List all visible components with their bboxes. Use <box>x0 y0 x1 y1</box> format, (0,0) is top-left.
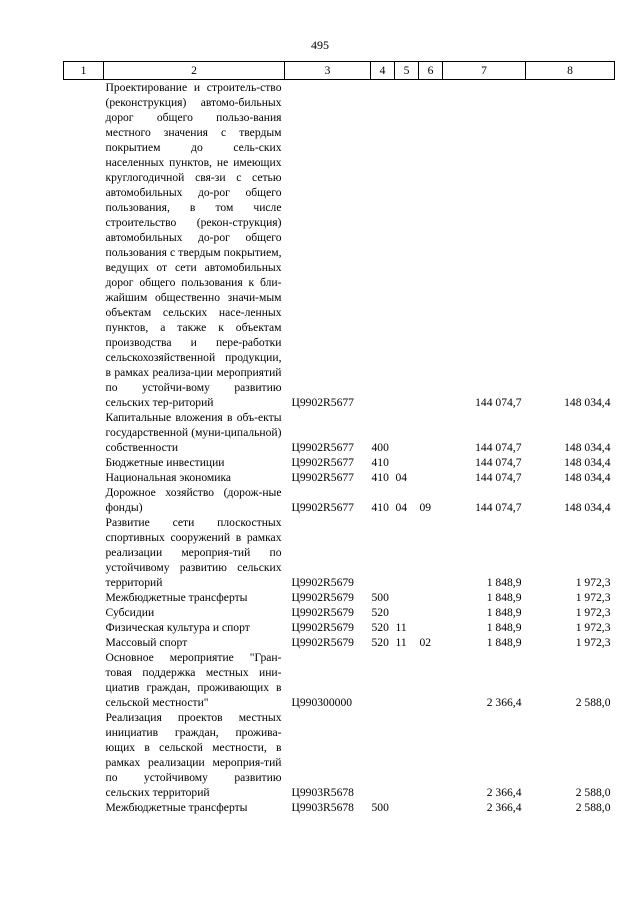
type-cell: 500 <box>371 801 389 814</box>
num-cell <box>64 80 104 411</box>
code-cell: Ц9902R5677 <box>291 471 354 484</box>
code-cell: Ц9902R5679 <box>291 636 354 649</box>
value-cell-7: 144 074,7 <box>475 471 522 484</box>
section-cell: 04 <box>395 501 408 514</box>
section-cell: 11 <box>395 636 407 649</box>
code-cell: Ц9902R5677 <box>291 501 354 514</box>
name-cell: Массовый спорт <box>105 636 188 649</box>
subsection-cell <box>419 590 443 605</box>
name-cell: Физическая культура и спорт <box>105 621 250 634</box>
type-cell: 410 <box>371 456 389 469</box>
subsection-cell: 09 <box>419 501 432 514</box>
table-row <box>64 650 615 710</box>
table-row <box>64 470 615 485</box>
num-cell <box>64 710 104 800</box>
section-cell: 11 <box>395 621 407 634</box>
name-cell: Субсидии <box>105 606 155 619</box>
subsection-cell <box>419 710 443 800</box>
value-cell-7: 2 366,4 <box>486 696 522 709</box>
table-row <box>64 605 615 620</box>
column-number-4: 4 <box>371 62 395 80</box>
table-row <box>64 485 615 515</box>
budget-table <box>63 61 615 815</box>
subsection-cell: 02 <box>419 636 432 649</box>
name-cell: Развитие сети плоскостных спортивных сооружений в рамках реализации мероприя-тий по устойчивому развитию сельских территорий <box>105 516 282 589</box>
section-cell <box>395 410 419 455</box>
value-cell-7: 144 074,7 <box>475 456 522 469</box>
subsection-cell <box>419 80 443 411</box>
subsection-cell <box>419 650 443 710</box>
value-cell-7: 1 848,9 <box>486 636 522 649</box>
value-cell-8: 2 588,0 <box>575 696 611 709</box>
value-cell-8: 148 034,4 <box>564 441 611 454</box>
value-cell-8: 148 034,4 <box>564 501 611 514</box>
type-cell <box>371 710 395 800</box>
value-cell-7: 1 848,9 <box>486 576 522 589</box>
type-cell <box>371 650 395 710</box>
num-cell <box>64 455 104 470</box>
value-cell-8: 148 034,4 <box>564 396 611 409</box>
section-cell <box>395 710 419 800</box>
section-cell <box>395 515 419 590</box>
num-cell <box>64 650 104 710</box>
value-cell-8: 1 972,3 <box>575 576 611 589</box>
type-cell: 520 <box>371 621 389 634</box>
value-cell-7: 1 848,9 <box>486 621 522 634</box>
column-number-8: 8 <box>526 62 615 80</box>
name-cell: Реализация проектов местных инициатив граждан, прожива-ющих в сельской местности, в рамках реализации мероприя-тий по устойчивому развитию сельских территорий <box>105 711 282 799</box>
code-cell: Ц9903R5678 <box>291 801 354 814</box>
column-number-1: 1 <box>64 62 104 80</box>
column-number-5: 5 <box>395 62 419 80</box>
num-cell <box>64 410 104 455</box>
name-cell: Капитальные вложения в объ-екты государственной (муни-ципальной) собственности <box>105 411 282 454</box>
value-cell-8: 2 588,0 <box>575 786 611 799</box>
name-cell: Основное мероприятие "Гран-товая поддержка местных ини-циатив граждан, проживающих в сельской местности" <box>105 651 282 709</box>
section-cell <box>395 80 419 411</box>
name-cell: Межбюджетные трансферты <box>105 591 248 604</box>
value-cell-8: 148 034,4 <box>564 471 611 484</box>
code-cell: Ц9902R5677 <box>291 441 354 454</box>
subsection-cell <box>419 515 443 590</box>
table-body <box>64 80 615 816</box>
column-number-header-row <box>64 62 615 80</box>
subsection-cell <box>419 455 443 470</box>
table-row <box>64 800 615 815</box>
name-cell: Национальная экономика <box>105 471 232 484</box>
value-cell-8: 1 972,3 <box>575 606 611 619</box>
code-cell: Ц9902R5679 <box>291 591 354 604</box>
num-cell <box>64 620 104 635</box>
subsection-cell <box>419 470 443 485</box>
table-row <box>64 635 615 650</box>
code-cell: Ц9902R5679 <box>291 621 354 634</box>
table-row <box>64 455 615 470</box>
num-cell <box>64 800 104 815</box>
column-number-7: 7 <box>443 62 526 80</box>
name-cell: Проектирование и строитель-ство (реконструкция) автомо-бильных дорог общего пользо-вания местного значения с твердым покрытием до сель-ских населенных пунктов, не имеющих круглогодичной свя-зи с сетью автомобильных до-рог общего пользования, в том числе строительство (рекон-струкция) автомобильных до-рог общего пользования с твердым покрытием, ведущих от сети автомобильных дорог общего пользования к бли-жайшим общественно значи-мым объектам сельских насе-ленных пунктов, а также к объектам производства и пере-работки сельскохозяйственной продукции, в рамках реализа-ции мероприятий по устойчи-вому развитию сельских тер-риторий <box>105 81 282 409</box>
code-cell: Ц9902R5677 <box>291 456 354 469</box>
value-cell-8: 1 972,3 <box>575 621 611 634</box>
table-row <box>64 590 615 605</box>
name-cell: Межбюджетные трансферты <box>105 801 248 814</box>
value-cell-7: 2 366,4 <box>486 786 522 799</box>
section-cell <box>395 455 419 470</box>
code-cell: Ц9902R5679 <box>291 576 354 589</box>
num-cell <box>64 485 104 515</box>
name-cell: Дорожное хозяйство (дорож-ные фонды) <box>105 486 282 514</box>
type-cell: 410 <box>371 471 389 484</box>
type-cell <box>371 80 395 411</box>
code-cell: Ц9902R5679 <box>291 606 354 619</box>
type-cell: 520 <box>371 606 389 619</box>
table-row <box>64 710 615 800</box>
value-cell-7: 1 848,9 <box>486 591 522 604</box>
value-cell-7: 1 848,9 <box>486 606 522 619</box>
type-cell: 520 <box>371 636 389 649</box>
column-number-6: 6 <box>419 62 443 80</box>
table-row <box>64 410 615 455</box>
column-number-2: 2 <box>104 62 285 80</box>
type-cell: 500 <box>371 591 389 604</box>
section-cell: 04 <box>395 471 408 484</box>
table-row <box>64 515 615 590</box>
value-cell-7: 2 366,4 <box>486 801 522 814</box>
column-number-3: 3 <box>285 62 371 80</box>
page-number: 495 <box>311 38 329 52</box>
num-cell <box>64 470 104 485</box>
subsection-cell <box>419 620 443 635</box>
num-cell <box>64 515 104 590</box>
num-cell <box>64 605 104 620</box>
subsection-cell <box>419 605 443 620</box>
value-cell-8: 1 972,3 <box>575 636 611 649</box>
type-cell: 410 <box>371 501 389 514</box>
type-cell: 400 <box>371 441 389 454</box>
value-cell-7: 144 074,7 <box>475 441 522 454</box>
section-cell <box>395 650 419 710</box>
subsection-cell <box>419 410 443 455</box>
code-cell: Ц990300000 <box>291 696 353 709</box>
value-cell-8: 1 972,3 <box>575 591 611 604</box>
section-cell <box>395 605 419 620</box>
table-row <box>64 620 615 635</box>
value-cell-8: 2 588,0 <box>575 801 611 814</box>
num-cell <box>64 590 104 605</box>
table-row <box>64 80 615 411</box>
num-cell <box>64 635 104 650</box>
code-cell: Ц9902R5677 <box>291 396 354 409</box>
value-cell-8: 148 034,4 <box>564 456 611 469</box>
section-cell <box>395 590 419 605</box>
value-cell-7: 144 074,7 <box>475 501 522 514</box>
value-cell-7: 144 074,7 <box>475 396 522 409</box>
subsection-cell <box>419 800 443 815</box>
section-cell <box>395 800 419 815</box>
type-cell <box>371 515 395 590</box>
code-cell: Ц9903R5678 <box>291 786 354 799</box>
name-cell: Бюджетные инвестиции <box>105 456 225 469</box>
